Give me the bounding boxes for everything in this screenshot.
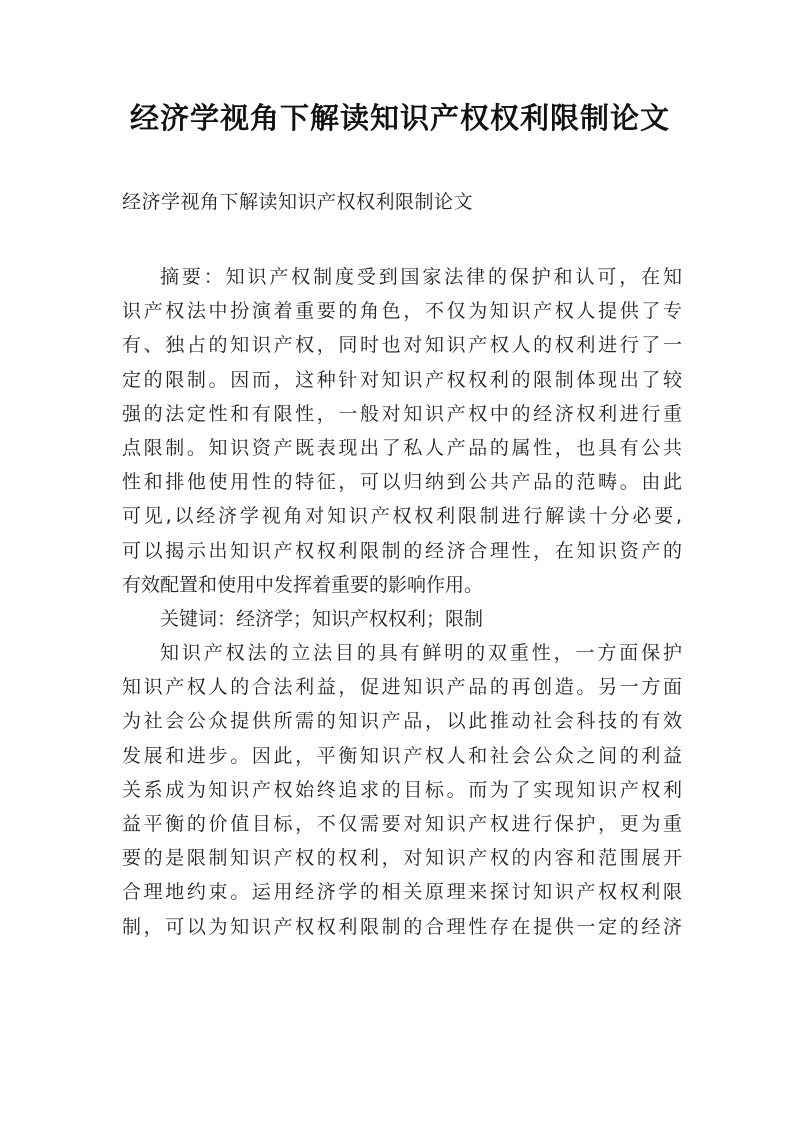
body-line: 发展和进步。因此，平衡知识产权人和社会公众之间的利益 — [122, 744, 682, 767]
abstract-line: 点限制。知识资产既表现出了私人产品的属性，也具有公共 — [122, 436, 682, 459]
body-line: 关系成为知识产权始终追求的目标。而为了实现知识产权利 — [122, 778, 682, 801]
abstract-line: 性和排他使用性的特征，可以归纳到公共产品的范畴。由此 — [122, 471, 682, 494]
abstract-line: 可以揭示出知识产权权利限制的经济合理性，在知识资产的 — [122, 539, 682, 562]
body-line: 知识产权人的合法利益，促进知识产品的再创造。另一方面 — [122, 676, 682, 699]
abstract-line: 摘要：知识产权制度受到国家法律的保护和认可，在知 — [160, 266, 682, 288]
abstract-line: 强的法定性和有限性，一般对知识产权中的经济权利进行重 — [122, 402, 682, 425]
document-subtitle: 经济学视角下解读知识产权权利限制论文 — [122, 191, 474, 213]
abstract-line: 有效配置和使用中发挥着重要的影响作用。 — [122, 573, 484, 596]
body-line: 要的是限制知识产权的权利，对知识产权的内容和范围展开 — [122, 847, 682, 870]
document-title: 经济学视角下解读知识产权权利限制论文 — [129, 101, 670, 135]
body-line: 制，可以为知识产权权利限制的合理性存在提供一定的经济 — [122, 915, 682, 938]
body-line: 合理地约束。运用经济学的相关原理来探讨知识产权权利限 — [122, 881, 682, 904]
body-line: 益平衡的价值目标，不仅需要对知识产权进行保护，更为重 — [122, 813, 682, 835]
document-body — [122, 260, 682, 944]
abstract-line: 可见,以经济学视角对知识产权权利限制进行解读十分必要, — [122, 505, 682, 528]
abstract-line: 识产权法中扮演着重要的角色，不仅为知识产权人提供了专 — [122, 300, 682, 323]
keywords-line: 关键词：经济学；知识产权权利；限制 — [160, 607, 484, 630]
abstract-line: 有、独占的知识产权，同时也对知识产权人的权利进行了一 — [122, 334, 682, 357]
body-line: 为社会公众提供所需的知识产品，以此推动社会科技的有效 — [122, 710, 682, 733]
abstract-line: 定的限制。因而，这种针对知识产权权利的限制体现出了较 — [122, 368, 682, 391]
body-line: 知识产权法的立法目的具有鲜明的双重性，一方面保护 — [160, 642, 682, 665]
